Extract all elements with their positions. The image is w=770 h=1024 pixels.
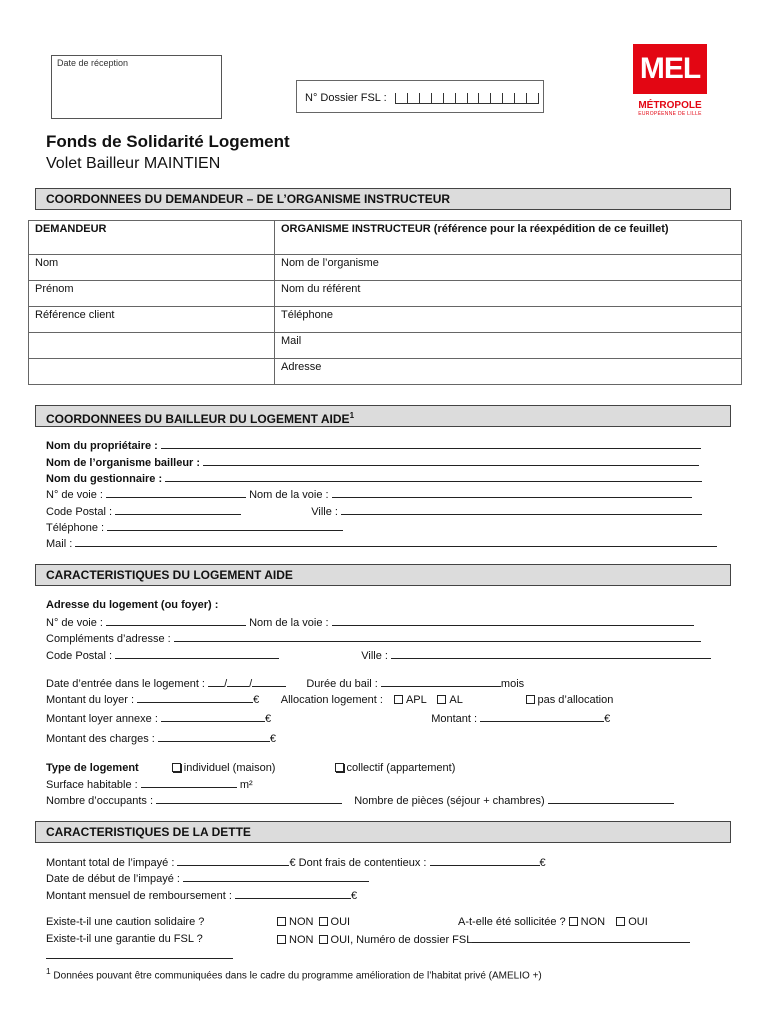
- label-non: NON: [289, 916, 314, 928]
- checkbox-apl[interactable]: [394, 695, 403, 704]
- row-voie-logement: [46, 616, 694, 629]
- logo-main: MEL: [633, 44, 707, 94]
- label-oui: OUI: [628, 916, 648, 928]
- page-title: Fonds de Solidarité Logement: [46, 132, 290, 151]
- field-nom-organisme[interactable]: Nom de l’organisme: [275, 255, 742, 281]
- row-date-debut: [46, 872, 369, 885]
- label-loyer-annexe: Montant loyer annexe :: [46, 713, 158, 725]
- input-occupants[interactable]: [156, 794, 342, 804]
- checkbox-al[interactable]: [437, 695, 446, 704]
- input-frais-contentieux[interactable]: [430, 856, 540, 866]
- label-euro: €: [539, 857, 546, 869]
- section-coordonnees-demandeur: [35, 188, 731, 210]
- section-coordonnees-bailleur: [35, 405, 731, 427]
- page-subtitle: Volet Bailleur MAINTIEN: [46, 155, 221, 172]
- field-mail[interactable]: Mail: [275, 333, 742, 359]
- checkbox-caution-non[interactable]: [277, 917, 286, 926]
- input-complements[interactable]: [174, 632, 701, 642]
- dossier-number-box: [296, 80, 544, 113]
- col-organisme: ORGANISME INSTRUCTEUR (référence pour la réexpédition de ce feuillet): [275, 221, 742, 255]
- input-numero-dossier-fsl[interactable]: [472, 933, 690, 943]
- label-code-postal: Code Postal :: [46, 650, 113, 662]
- section-title: COORDONNEES DU BAILLEUR DU LOGEMENT AIDE: [46, 412, 350, 426]
- field-adresse[interactable]: Adresse: [275, 359, 742, 385]
- reception-label: Date de réception: [57, 58, 129, 68]
- input-code-postal-logement[interactable]: [115, 649, 279, 659]
- label-allocation: Allocation logement :: [280, 694, 383, 706]
- field-nom[interactable]: Nom: [29, 255, 275, 281]
- row-garantie: [46, 933, 203, 945]
- coordonnees-table: [28, 220, 742, 385]
- label-euro: €: [269, 733, 277, 745]
- label-duree-bail: Durée du bail :: [306, 678, 378, 690]
- footnote: [46, 966, 542, 981]
- field-reference-client[interactable]: Référence client: [29, 307, 275, 333]
- label-apl: APL: [405, 694, 427, 706]
- sollicitee-options: [458, 916, 648, 928]
- label-nom-voie: Nom de la voie :: [249, 617, 329, 629]
- row-type-logement: [46, 762, 455, 774]
- label-telephone: Téléphone :: [46, 522, 105, 534]
- checkbox-individuel[interactable]: [172, 763, 181, 772]
- row-mail-bailleur: [46, 537, 717, 550]
- field-empty: [29, 333, 275, 359]
- input-organisme-bailleur[interactable]: [203, 456, 699, 466]
- label-al: AL: [449, 694, 463, 706]
- label-adresse-logement: Adresse du logement (ou foyer) :: [46, 599, 219, 611]
- label-code-postal: Code Postal :: [46, 506, 113, 518]
- input-montant-allocation[interactable]: [480, 712, 604, 722]
- input-num-voie-logement[interactable]: [106, 616, 246, 626]
- label-caution: Existe-t-il une caution solidaire ?: [46, 916, 205, 928]
- row-code-ville-bailleur: [46, 505, 702, 518]
- label-mois: mois: [500, 678, 525, 690]
- checkbox-sollicitee-non[interactable]: [569, 917, 578, 926]
- label-ville: Ville :: [361, 650, 388, 662]
- input-num-voie[interactable]: [106, 488, 246, 498]
- label-mensuel: Montant mensuel de remboursement :: [46, 890, 232, 902]
- checkbox-collectif[interactable]: [335, 763, 344, 772]
- label-mail: Mail :: [46, 538, 73, 550]
- input-date-jour[interactable]: [208, 677, 224, 687]
- label-date-debut: Date de début de l’impayé :: [46, 873, 180, 885]
- input-gestionnaire[interactable]: [165, 472, 702, 482]
- label-nom-voie: Nom de la voie :: [249, 489, 329, 501]
- label-individuel: individuel (maison): [183, 762, 276, 774]
- label-pieces: Nombre de pièces (séjour + chambres): [354, 795, 545, 807]
- input-charges[interactable]: [158, 732, 270, 742]
- checkbox-sollicitee-oui[interactable]: [616, 917, 625, 926]
- input-date-mois[interactable]: [227, 677, 249, 687]
- label-oui-numero: OUI, Numéro de dossier FSL: [330, 934, 473, 946]
- row-adresse-logement: [46, 599, 218, 611]
- checkbox-pas-allocation[interactable]: [526, 695, 535, 704]
- footnote-divider: [46, 958, 233, 959]
- label-num-voie: N° de voie :: [46, 617, 103, 629]
- footnote-ref: 1: [349, 411, 355, 420]
- section-title: CARACTERISTIQUES DU LOGEMENT AIDE: [46, 568, 293, 582]
- input-pieces[interactable]: [548, 794, 674, 804]
- input-surface[interactable]: [141, 778, 237, 788]
- dossier-label: N° Dossier FSL :: [305, 92, 387, 104]
- input-nom-voie[interactable]: [332, 488, 692, 498]
- section-title: COORDONNEES DU DEMANDEUR – DE L’ORGANISME INSTRUCTEUR: [46, 192, 451, 206]
- reception-date-box: [51, 55, 222, 119]
- label-occupants: Nombre d’occupants :: [46, 795, 153, 807]
- footnote-number: 1: [46, 966, 51, 976]
- label-type-logement: Type de logement: [46, 762, 139, 774]
- label-gestionnaire: Nom du gestionnaire :: [46, 473, 163, 485]
- row-charges: [46, 732, 276, 745]
- label-proprietaire: Nom du propriétaire :: [46, 440, 158, 452]
- input-ville[interactable]: [341, 505, 702, 515]
- row-date-entree: Date d’entrée dans le logement : / / Durée du bail : mois: [46, 678, 525, 690]
- row-montant-impaye: [46, 856, 546, 869]
- label-oui: OUI: [330, 916, 351, 928]
- row-gestionnaire: [46, 472, 702, 485]
- checkbox-garantie-non[interactable]: [277, 935, 286, 944]
- input-duree-bail[interactable]: [381, 677, 501, 687]
- field-telephone[interactable]: Téléphone: [275, 307, 742, 333]
- label-euro: €: [289, 857, 296, 869]
- row-surface: [46, 778, 253, 791]
- row-adresse-bailleur: [46, 488, 692, 501]
- row-loyer-annexe: [46, 712, 610, 725]
- input-mail[interactable]: [75, 537, 717, 547]
- input-montant-impaye[interactable]: [177, 856, 289, 866]
- caution-options: [277, 916, 350, 928]
- label-garantie: Existe-t-il une garantie du FSL ?: [46, 933, 203, 945]
- label-m2: m²: [239, 779, 253, 791]
- input-code-postal[interactable]: [115, 505, 241, 515]
- label-euro: €: [253, 694, 260, 706]
- input-ville-logement[interactable]: [391, 649, 711, 659]
- row-montant-loyer: [46, 693, 613, 706]
- section-caracteristiques-logement: [35, 564, 731, 586]
- row-occupants: [46, 794, 674, 807]
- label-num-voie: N° de voie :: [46, 489, 103, 501]
- row-telephone-bailleur: [46, 521, 343, 534]
- label-complements: Compléments d’adresse :: [46, 633, 171, 645]
- label-non: NON: [580, 916, 606, 928]
- field-empty: [29, 359, 275, 385]
- label-montant-loyer: Montant du loyer :: [46, 694, 135, 706]
- input-date-annee[interactable]: [252, 677, 286, 687]
- input-mensuel[interactable]: [235, 889, 351, 899]
- label-dont-frais: Dont frais de contentieux :: [298, 857, 427, 869]
- logo-sub: MÉTROPOLE: [638, 100, 702, 111]
- section-caracteristiques-dette: [35, 821, 731, 843]
- label-charges: Montant des charges :: [46, 733, 155, 745]
- row-proprietaire: [46, 439, 701, 452]
- logo-sub2: EUROPÉENNE DE LILLE: [638, 111, 702, 117]
- label-non: NON: [289, 934, 314, 946]
- dossier-number-field[interactable]: [395, 93, 539, 104]
- section-title: CARACTERISTIQUES DE LA DETTE: [46, 825, 251, 839]
- garantie-options: [277, 933, 690, 946]
- label-ville: Ville :: [311, 506, 338, 518]
- footnote-text: Données pouvant être communiquées dans le cadre du programme amélioration de l’habitat privé (AMELIO +): [53, 970, 542, 982]
- row-organisme-bailleur: [46, 456, 699, 469]
- input-date-debut[interactable]: [183, 872, 369, 882]
- label-collectif: collectif (appartement): [346, 762, 456, 774]
- label-euro: €: [350, 890, 358, 902]
- label-surface: Surface habitable :: [46, 779, 138, 791]
- row-code-ville-logement: [46, 649, 711, 662]
- col-demandeur: DEMANDEUR: [29, 221, 275, 255]
- mel-logo: [633, 44, 707, 128]
- field-prenom[interactable]: Prénom: [29, 281, 275, 307]
- checkbox-garantie-oui[interactable]: [319, 935, 328, 944]
- input-telephone[interactable]: [107, 521, 343, 531]
- field-nom-referent[interactable]: Nom du référent: [275, 281, 742, 307]
- input-montant-loyer[interactable]: [137, 693, 253, 703]
- input-proprietaire[interactable]: [161, 439, 701, 449]
- label-pas-allocation: pas d’allocation: [537, 694, 614, 706]
- label-montant-impaye: Montant total de l’impayé :: [46, 857, 175, 869]
- label-sollicitee: A-t-elle été sollicitée ?: [458, 916, 566, 928]
- row-caution: [46, 916, 204, 928]
- input-loyer-annexe[interactable]: [161, 712, 265, 722]
- row-mensuel: [46, 889, 357, 902]
- label-organisme-bailleur: Nom de l’organisme bailleur :: [46, 457, 201, 469]
- label-montant-allocation: Montant :: [431, 713, 478, 725]
- input-nom-voie-logement[interactable]: [332, 616, 694, 626]
- label-date-entree: Date d’entrée dans le logement :: [46, 678, 205, 690]
- checkbox-caution-oui[interactable]: [319, 917, 328, 926]
- row-complements: [46, 632, 701, 645]
- label-euro: €: [264, 713, 272, 725]
- label-euro: €: [604, 713, 611, 725]
